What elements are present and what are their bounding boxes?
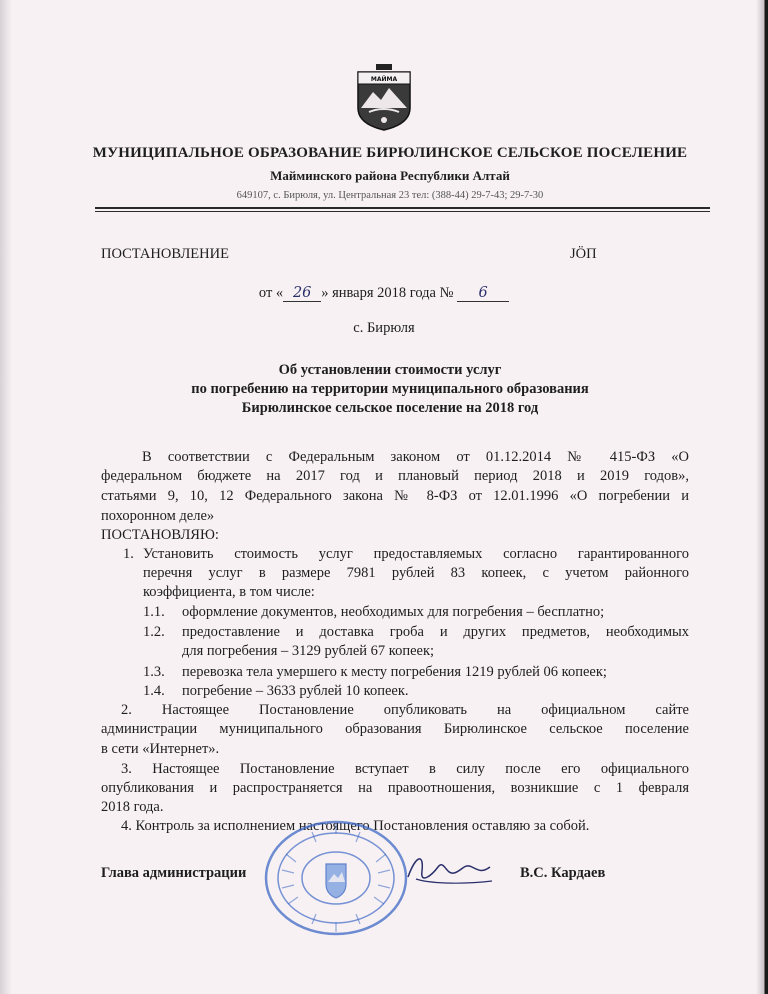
scan-edge-right: [756, 0, 768, 994]
subitem-number: 1.4.: [143, 683, 165, 699]
place: с. Бирюля: [353, 320, 415, 336]
subitem-number: 1.2.: [143, 624, 165, 640]
item-number: 1.: [123, 546, 134, 562]
org-address: 649107, с. Бирюля, ул. Центральная 23 тел: (388-44) 29-7-43; 29-7-30: [236, 190, 544, 201]
subitem-line: погребение – 3633 рублей 10 копеек.: [182, 683, 409, 699]
header-rule-thin: [95, 211, 710, 212]
date-day: 26: [283, 285, 321, 302]
subitem-line: для погребения – 3129 рублей 67 копеек;: [182, 643, 435, 659]
item3-line: опубликования и распространяется на правоотношения, возникшие с 1 февраля: [101, 780, 689, 796]
svg-text:МАЙМА: МАЙМА: [370, 76, 398, 83]
subject-line: Об установлении стоимости услуг: [278, 362, 502, 378]
coat-of-arms-icon: [355, 64, 413, 132]
item3-line: 3. Настоящее Постановление вступает в силу после его официального: [121, 761, 689, 777]
subject-line: по погребению на территории муниципального образования: [191, 381, 589, 397]
item1-line: перечня услуг в размере 7981 рублей 83 копеек, с учетом районного: [143, 565, 689, 581]
item4: 4. Контроль за исполнением настоящего Постановления оставляю за собой.: [121, 818, 590, 834]
signatory-name: В.С. Кардаев: [520, 865, 606, 881]
preamble-line: статьями 9, 10, 12 Федерального закона № 8-ФЗ от 12.01.1996 «О погребении и: [101, 488, 689, 504]
subitem-line: перевозка тела умершего к месту погребения 1219 рублей 06 копеек;: [182, 664, 607, 680]
signatory-label: Глава администрации: [101, 865, 247, 881]
subitem-line: оформление документов, необходимых для погребения – бесплатно;: [182, 604, 605, 620]
date-middle: » января 2018 года №: [321, 285, 454, 301]
item2-line: 2. Настоящее Постановление опубликовать на официальном сайте: [121, 702, 689, 718]
doc-number: 6: [457, 285, 509, 302]
subitem-number: 1.1.: [143, 604, 165, 620]
org-subtitle: Майминского района Республики Алтай: [270, 168, 510, 183]
resolve: ПОСТАНОВЛЯЮ:: [101, 527, 219, 543]
official-seal-icon: [262, 818, 410, 938]
preamble-line: федеральном бюджете на 2017 год и плановый период 2018 и 2019 годов»,: [101, 468, 689, 484]
preamble-line: похоронном деле»: [101, 508, 215, 524]
subitem-line: предоставление и доставка гроба и других предметов, необходимых: [182, 624, 689, 640]
date-line: [0, 285, 768, 302]
subitem-number: 1.3.: [143, 664, 165, 680]
date-prefix: от «: [258, 285, 284, 301]
item2-line: в сети «Интернет».: [101, 741, 220, 757]
item2-line: администрации муниципального образования Бирюлинское сельское поселение: [101, 721, 689, 737]
item3-line: 2018 года.: [101, 799, 164, 815]
doc-type-alt: JÖП: [570, 246, 597, 262]
item1-line: коэффициента, в том числе:: [143, 584, 315, 600]
item1-line: Установить стоимость услуг предоставляемых согласно гарантированного: [143, 546, 689, 562]
subject: [120, 361, 660, 418]
subject-line: Бирюлинское сельское поселение на 2018 год: [241, 400, 539, 416]
signature-icon: [398, 845, 498, 895]
scan-edge-left: [0, 0, 12, 994]
doc-type: ПОСТАНОВЛЕНИЕ: [101, 246, 229, 262]
org-title: МУНИЦИПАЛЬНОЕ ОБРАЗОВАНИЕ БИРЮЛИНСКОЕ СЕЛЬСКОЕ ПОСЕЛЕНИЕ: [92, 145, 688, 161]
preamble-line: В соответствии с Федеральным законом от 01.12.2014 № 415-ФЗ «О: [142, 449, 689, 465]
header-rule: [95, 207, 710, 209]
